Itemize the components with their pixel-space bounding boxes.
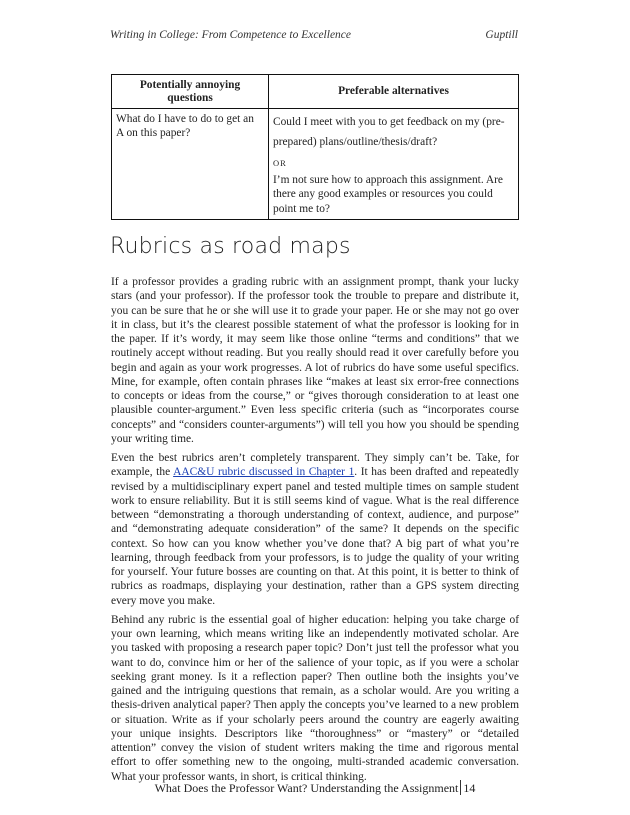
questions-table [111,74,519,220]
paragraph-2-text-a: Even the best rubrics aren’t completely transparent. They simply can’t be. Take, for example, the [111,452,519,479]
paragraph-2-text-b: . It has been drafted and repeatedly revised by a multidisciplinary expert panel and tested multiple times on sample student work to ensure reliability. But it is still seems kind of vague. What is the real difference between “demonstrating a thorough understanding of context, audience, and purpose” and “demonstrating adequate consideration” of the same? It depends on the specific context. So how can you know whether you’ve done that? A big part of what you’re learning, through feedback from your professors, is to judge the quality of your writing for yourself. Your future bosses are counting on that. At this point, it is better to think of rubrics as roadmaps, displaying your destination, rather than a GPS system directing every move you make. [111,466,519,607]
or-label: OR [273,158,287,168]
question-cell: What do I have to do to get an A on this paper? [112,109,269,220]
paragraph-1: If a professor provides a grading rubric with an assignment prompt, thank your lucky stars (and your professor). If the professor took the trouble to prepare and distribute it, you can be sure that he or she will use it to grade your paper. He or she may not go over it in class, but it’s the clearest possible statement of what the professor is looking for in the paper. If it’s wordy, it may seem like those online “terms and conditions” that we routinely accept without reading. But you really should read it over carefully before you begin and again as your work progresses. A lot of rubrics do have some useful specifics. Mine, for example, often contain phrases like “makes at least six error-free connections to concepts or ideas from the course,” or “gives thorough consideration to at least one plausible counter-argument.” Even less specific criteria (such as “incorporates course concepts” and “considers counter-arguments”) will tell you how you should be spending your writing time. [111,276,519,445]
table-row [112,109,519,220]
footer-chapter-title: What Does the Professor Want? Understanding the Assignment [154,781,459,795]
alternatives-cell [269,109,519,220]
page-footer [0,780,630,796]
alternative-1: Could I meet with you to get feedback on my (pre-prepared) plans/outline/thesis/draft? [273,116,505,148]
alternative-2: I’m not sure how to approach this assignment. Are there any good examples or resources you could point me to? [273,174,503,215]
chapter-1-link[interactable]: AAC&U rubric discussed in Chapter 1 [173,466,355,479]
paragraph-2 [111,451,519,608]
section-body [111,275,519,789]
footer-separator [460,780,461,795]
column-header-annoying: Potentially annoying questions [112,75,269,109]
section-heading: Rubrics as road maps [110,234,351,259]
paragraph-3: Behind any rubric is the essential goal of higher education: helping you take charge of your own learning, which means writing like an independently motivated scholar. Are you tasked with proposing a research paper topic? Don’t just tell the professor what you want to do, convince him or her of the salience of your topic, as if you were a scholar seeking grant money. Is it a reflection paper? Then outline both the insights you’ve gained and the intriguing questions that remain, as a scholar would. Are you writing a thesis-driven analytical paper? Then apply the concepts you’ve learned to a new problem or situation. Write as if your scholarly peers around the country are eagerly awaiting your unique insights. Descriptors like “thoroughness” or “mastery” or “detailed attention” convey the vision of student writers making the time and rigorous mental effort to offer something new to the ongoing, multi-stranded academic conversation. What your professor wants, in short, is critical thinking. [111,613,519,783]
page-number: 14 [463,781,476,795]
author-name: Guptill [485,29,518,41]
book-title: Writing in College: From Competence to Excellence [110,29,352,41]
table-header-row [112,75,519,109]
column-header-alternatives: Preferable alternatives [269,75,519,109]
running-header [110,29,518,41]
